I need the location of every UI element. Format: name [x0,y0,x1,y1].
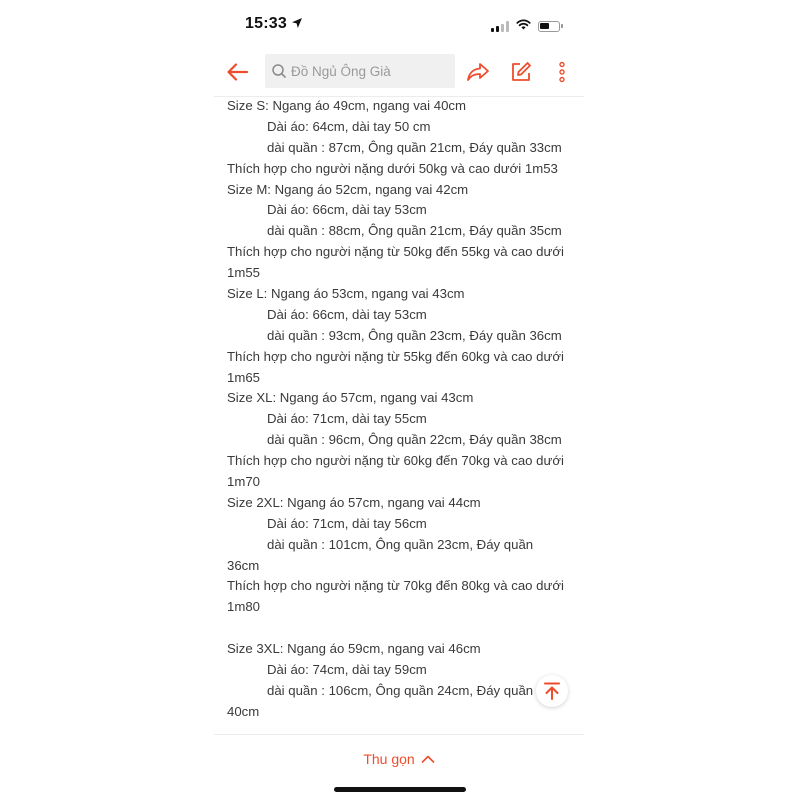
description-line: 40cm [227,703,260,719]
description-line: Size 2XL: Ngang áo 57cm, ngang vai 44cm [227,494,481,510]
wifi-icon [516,17,531,35]
description-line: Dài áo: 71cm, dài tay 56cm [267,515,427,531]
location-arrow-icon [291,16,303,34]
product-description [227,96,577,723]
arrow-up-icon [542,681,562,701]
description-line: Dài áo: 66cm, dài tay 53cm [267,306,427,322]
more-button[interactable] [549,59,575,85]
description-line: dài quần : 93cm, Ông quần 23cm, Đáy quần 36cm [267,327,562,343]
description-line: dài quần : 106cm, Ông quần 24cm, Đáy quần [267,682,534,698]
description-line: Thích hợp cho người nặng từ 50kg đến 55kg và cao dưới [227,244,564,260]
description-line: Thích hợp cho người nặng dưới 50kg và cao dưới 1m53 [227,160,558,176]
home-indicator[interactable] [334,787,466,792]
search-placeholder: Đồ Ngủ Ông Già [291,63,391,79]
description-line: dài quần : 96cm, Ông quần 22cm, Đáy quần 38cm [267,432,562,448]
description-line: Size S: Ngang áo 49cm, ngang vai 40cm [227,98,466,113]
blank-line [227,618,577,639]
search-input[interactable] [265,54,455,88]
nav-bar [214,48,584,97]
collapse-button[interactable] [214,734,584,783]
status-indicators [491,17,560,35]
status-time: 15:33 [245,15,287,32]
phone-screen [214,0,584,800]
description-line: Dài áo: 71cm, dài tay 55cm [267,411,427,427]
description-line: 36cm [227,557,260,573]
back-button[interactable] [224,58,252,86]
description-line: 1m70 [227,474,260,490]
share-icon [465,59,491,85]
search-icon [271,63,287,79]
status-bar [214,0,584,48]
description-line: Thích hợp cho người nặng từ 55kg đến 60kg và cao dưới [227,348,564,364]
description-line: 1m80 [227,599,260,615]
more-vertical-icon [549,59,575,85]
description-line: dài quần : 101cm, Ông quần 23cm, Đáy quần [267,536,534,552]
edit-button[interactable] [508,59,534,85]
battery-icon [538,21,560,32]
description-line: Thích hợp cho người nặng từ 60kg đến 70kg và cao dưới [227,453,564,469]
description-line: Thích hợp cho người nặng từ 70kg đến 80kg và cao dưới [227,578,564,594]
description-line: Dài áo: 66cm, dài tay 53cm [267,202,427,218]
description-line: Dài áo: 64cm, dài tay 50 cm [267,118,431,134]
description-line: Size L: Ngang áo 53cm, ngang vai 43cm [227,286,465,302]
description-line: Dài áo: 74cm, dài tay 59cm [267,662,427,678]
description-line: Size XL: Ngang áo 57cm, ngang vai 43cm [227,390,474,406]
collapse-label: Thu gọn [363,751,415,767]
description-line: Size M: Ngang áo 52cm, ngang vai 42cm [227,181,469,197]
description-line: 1m55 [227,265,260,281]
description-line: 1m65 [227,369,260,385]
share-button[interactable] [465,59,491,85]
arrow-left-icon [224,58,252,86]
edit-icon [508,59,534,85]
description-line: dài quần : 87cm, Ông quần 21cm, Đáy quần 33cm [267,139,562,155]
scroll-to-top-button[interactable] [536,675,568,707]
chevron-up-icon [421,754,435,764]
description-line: dài quần : 88cm, Ông quần 21cm, Đáy quần 35cm [267,223,562,239]
description-line: Size 3XL: Ngang áo 59cm, ngang vai 46cm [227,641,481,657]
cellular-signal-icon [491,21,509,32]
